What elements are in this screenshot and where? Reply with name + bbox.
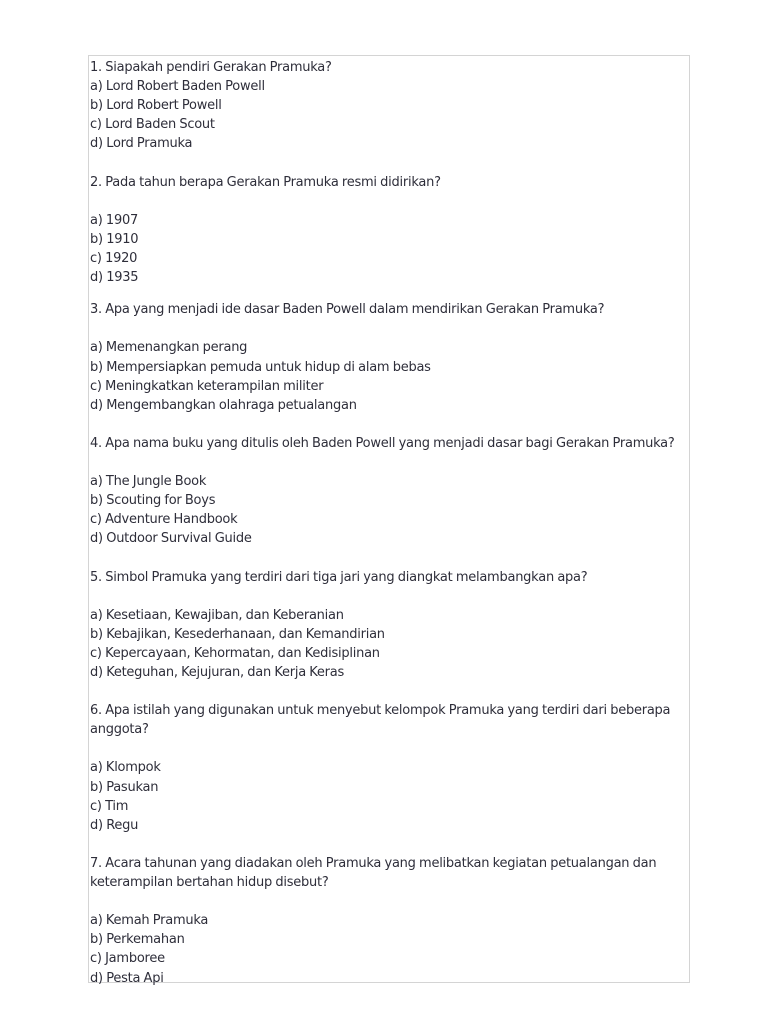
question-3 — [90, 300, 686, 415]
quiz-content — [90, 58, 686, 988]
option-d: d) Regu — [90, 817, 139, 833]
option-a: a) Klompok — [90, 760, 161, 776]
question-1 — [90, 58, 686, 153]
option-d: d) 1935 — [90, 270, 139, 286]
option-c: c) Meningkatkan keterampilan militer — [90, 378, 324, 394]
question-2 — [90, 173, 686, 288]
option-b: b) Kebajikan, Kesederhanaan, dan Kemandirian — [90, 626, 385, 642]
option-d: d) Pesta Api — [90, 970, 164, 986]
option-c: c) Jamboree — [90, 951, 165, 967]
question-text: 4. Apa nama buku yang ditulis oleh Baden Powell yang menjadi dasar bagi Gerakan Pramuka? — [90, 435, 675, 451]
question-text: 3. Apa yang menjadi ide dasar Baden Powell dalam mendirikan Gerakan Pramuka? — [90, 302, 605, 318]
option-a: a) Memenangkan perang — [90, 340, 248, 356]
option-c: c) Tim — [90, 798, 129, 814]
option-b: b) Lord Robert Powell — [90, 98, 222, 114]
question-text: 7. Acara tahunan yang diadakan oleh Pramuka yang melibatkan kegiatan petualangan dan keterampilan bertahan hidup disebut? — [90, 855, 657, 891]
question-text: 6. Apa istilah yang digunakan untuk menyebut kelompok Pramuka yang terdiri dari beberapa anggota? — [90, 703, 671, 738]
option-c: c) Lord Baden Scout — [90, 117, 215, 133]
question-text: 1. Siapakah pendiri Gerakan Pramuka? — [90, 60, 332, 75]
option-d: d) Lord Pramuka — [90, 136, 193, 152]
question-4 — [90, 434, 686, 549]
option-d: d) Mengembangkan olahraga petualangan — [90, 397, 357, 413]
question-text: 5. Simbol Pramuka yang terdiri dari tiga jari yang diangkat melambangkan apa? — [90, 569, 588, 585]
option-a: a) The Jungle Book — [90, 474, 207, 490]
option-b: b) Perkemahan — [90, 932, 185, 948]
question-text: 2. Pada tahun berapa Gerakan Pramuka resmi didirikan? — [90, 174, 441, 190]
document-page — [88, 55, 690, 986]
option-a: a) Kemah Pramuka — [90, 913, 209, 929]
option-a: a) 1907 — [90, 212, 139, 228]
option-d: d) Outdoor Survival Guide — [90, 531, 252, 547]
option-b: b) Pasukan — [90, 779, 159, 795]
option-a: a) Lord Robert Baden Powell — [90, 79, 265, 95]
question-6 — [90, 701, 686, 835]
option-b: b) Scouting for Boys — [90, 493, 216, 509]
option-c: c) Adventure Handbook — [90, 512, 238, 528]
option-d: d) Keteguhan, Kejujuran, dan Kerja Keras — [90, 665, 344, 680]
option-b: b) 1910 — [90, 231, 139, 247]
option-c: c) Kepercayaan, Kehormatan, dan Kedisiplinan — [90, 645, 380, 661]
option-a: a) Kesetiaan, Kewajiban, dan Keberanian — [90, 607, 344, 623]
option-b: b) Mempersiapkan pemuda untuk hidup di alam bebas — [90, 359, 431, 375]
question-5 — [90, 568, 686, 683]
question-7 — [90, 854, 686, 988]
option-c: c) 1920 — [90, 250, 138, 266]
